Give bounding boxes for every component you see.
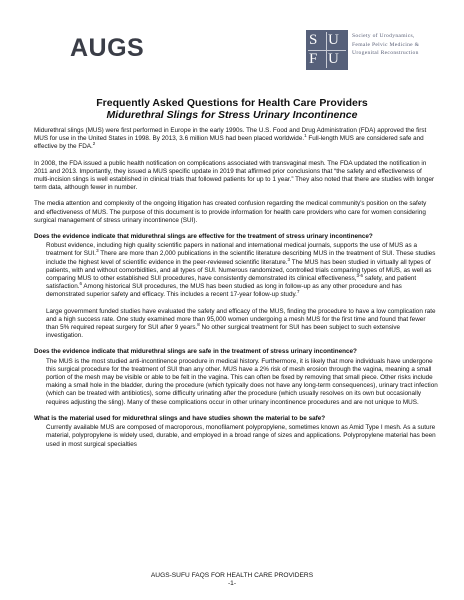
sufu-name-line: Female Pelvic Medicine & <box>352 41 420 48</box>
document-body <box>34 127 438 457</box>
augs-emblem-icon <box>36 32 68 66</box>
answer-safety <box>46 358 438 407</box>
answer-paragraph: Currently available MUS are composed of macroporous, monofilament polypropylene, sometimes known as Amid Type I mesh. As a suture material, polypropylene is widely used, durable, and employed in a broad range of sizes and applications. Polypropylene material has been used in most surgical specialties <box>46 424 436 448</box>
footer-title: AUGS-SUFU FAQS FOR HEALTH CARE PROVIDERS <box>150 572 314 579</box>
sufu-letter-f: F <box>309 51 318 67</box>
document-title: Frequently Asked Questions for Health Care Providers <box>96 97 368 109</box>
sufu-name-line: Society of Urodynamics, <box>352 33 415 39</box>
intro-paragraph-2: In 2008, the FDA issued a public health notification on complications associated with transvaginal mesh. The FDA updated the notification in 2011 and 2013. Importantly, they issued a MUS specific update in 2019 that affirmed prior conclusions that “the safety and effectiveness of multi-incision slings is well established in clinical trials that followed patients for up to 1 year.” They also noted that there are studies with longer term data, although fewer in number. <box>34 159 435 192</box>
answer-paragraph: Robust evidence, including high quality scientific papers in national and international medical journals, supports the use of MUS as a treatment for SUI.$^3$ There are more than 2,000 publications in the scientific literature describing MUS in the treatment of SUI. These studies include the highest level of scientific evidence in the peer-reviewed scientific literature.$^3$ The MUS has been studied in virtually all types of patients, with and without comorbidities, and all types of SUI. Numerous randomized, controlled trials comparing types of MUS, as well as comparing MUS to other established SUI procedures, have consistently demonstrated its clinical effectiveness,$^{3-6}$ safety, and patient satisfaction.$^6$ Among historical SUI procedures, the MUS has been studied as long in follow-up as any other procedure and has demonstrated superior safety and efficacy. This includes a recent 17-year follow-up study.$^7$ <box>46 242 436 299</box>
page-number: -1- <box>227 580 237 587</box>
sufu-society-name <box>352 32 462 58</box>
answer-paragraph: The MUS is the most studied anti-incontinence procedure in medical history. Furthermore, it is likely that more individuals have undergone this surgical procedure for the treatment of SUI than any other. MUS have a 2% risk of mesh erosion through the vagina, meaning a small portion of the mesh may be visible or able to be felt in the vagina. This can often be fixed by removing that small piece. Other risks include making a small hole in the bladder, during the procedure (which typically does not have any long-term consequences), urinary tract infection (which can be treated with antibiotics), some difficulty urinating after the procedure (which usually resolves on its own but occasionally requires adjusting the sling). Many of these complications occur in other urinary incontinence procedures and are not unique to MUS. <box>46 357 438 406</box>
question-material: What is the material used for midurethral slings and have studies shown the material to be safe? <box>34 414 326 422</box>
document-subtitle: Midurethral Slings for Stress Urinary Incontinence <box>106 109 358 121</box>
answer-paragraph: Large government funded studies have evaluated the safety and efficacy of the MUS, finding the procedure to have a low complication rate and a high success rate. One study examined more than 95,000 women undergoing a mesh MUS for the first time and found that fewer than 5% required repeat surgery for SUI after 9 years.$^8$ No other surgical treatment for SUI has been subject to such extensive investigation. <box>46 307 436 340</box>
answer-material <box>46 424 438 449</box>
intro-paragraph-3: The media attention and complexity of the ongoing litigation has created confusion regarding the medical community's position on the safety and effectiveness of MUS. The purpose of this document is to provide information for health care providers who care for women considering surgical management of stress urinary incontinence (SUI). <box>34 200 427 224</box>
sufu-letter-u: U <box>328 32 339 48</box>
sufu-letter-s: S <box>309 32 318 48</box>
question-effectiveness: Does the evidence indicate that midurethral slings are effective for the treatment of stress urinary incontinence? <box>34 233 373 241</box>
intro-paragraph-1: Midurethral slings (MUS) were first performed in Europe in the early 1990s. The U.S. Food and Drug Administration (FDA) approved the first MUS for use in the United States in 1998. By 2013, 3.6 million MUS had been placed worldwide.$^1$ Full-length MUS are considered safe and effective by the FDA.$^2$ <box>34 127 427 151</box>
page-footer <box>0 572 464 588</box>
sufu-name-line: Urogenital Reconstruction <box>352 50 419 57</box>
answer-effectiveness <box>46 242 438 340</box>
question-safety: Does the evidence indicate that midurethral slings are safe in the treatment of stress urinary incontinence? <box>34 348 357 356</box>
sufu-logo-mark <box>306 30 348 70</box>
document-header <box>0 0 464 90</box>
augs-logo <box>36 32 156 66</box>
sufu-letter-u2: U <box>328 51 339 67</box>
augs-logo-text: AUGS <box>70 34 145 62</box>
